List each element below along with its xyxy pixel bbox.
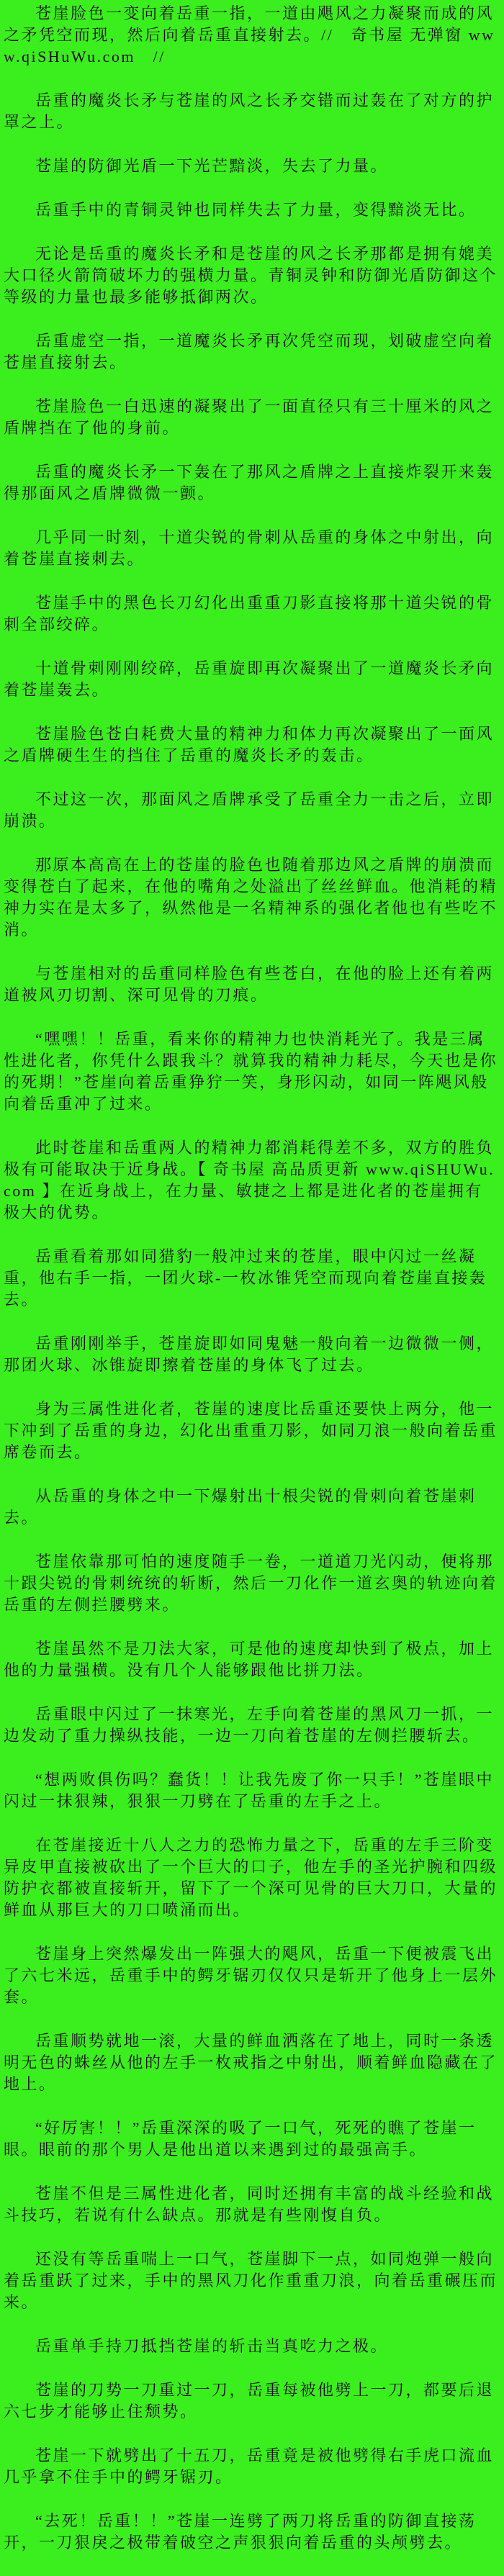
novel-paragraph: 岳重单手持刀抵挡苍崖的斩击当真吃力之极。 [35,2337,389,2355]
novel-paragraph: “嘿嘿！！岳重，看来你的精神力也快消耗光了。我是三属性进化者，你凭什么跟我斗？就算我的精神力耗尽，今天也是你的死期！”苍崖向着岳重狰狞一笑，身形闪动，如同一阵飓风般向着岳重冲了过来。 [4,1030,498,1113]
novel-paragraph: 此时苍崖和岳重两人的精神力都消耗得差不多，双方的胜负极有可能取决于近身战。【 奇书屋 高品质更新 www.qiSHUWu.com 】在近身战上，在力量、敏捷之上都是进化者的苍崖拥有极大的优势。 [4,1139,495,1221]
novel-paragraph: 岳重的魔炎长矛一下轰在了那风之盾牌之上直接炸裂开来轰得那面风之盾牌微微一颤。 [4,463,495,502]
novel-paragraph: 岳重手中的青铜灵钟也同样失去了力量，变得黯淡无比。 [35,201,477,219]
novel-paragraph: 苍崖不但是三属性进化者，同时还拥有丰富的战斗经验和战斗技巧，若说有什么缺点。那就是有些刚愎自负。 [4,2184,495,2224]
novel-paragraph: 不过这一次，那面风之盾牌承受了岳重全力一击之后，立即崩溃。 [4,790,495,830]
novel-paragraph: 几乎同一时刻，十道尖锐的骨刺从岳重的身体之中射出，向着苍崖直接刺去。 [4,528,495,568]
novel-paragraph: “想两败俱伤吗？蠢货！！让我先废了你一只手！”苍崖眼中闪过一抹狠辣，狠狠一刀劈在了岳重的左手之上。 [4,1771,495,1810]
novel-paragraph: 那原本高高在上的苍崖的脸色也随着那边风之盾牌的崩溃而变得苍白了起来，在他的嘴角之处溢出了丝丝鲜血。他消耗的精神力实在是太多了，纵然他是一名精神系的强化者他也有些吃不消。 [4,856,498,939]
novel-paragraph: 从岳重的身体之中一下爆射出十根尖锐的骨刺向着苍崖刺去。 [4,1487,477,1527]
novel-paragraph: 身为三属性进化者，苍崖的速度比岳重还要快上两分，他一下冲到了岳重的身边，幻化出重重刀影，如同刀浪一般向着岳重席卷而去。 [4,1400,498,1461]
novel-paragraph: 苍崖依靠那可怕的速度随手一卷，一道道刀光闪动，便将那十跟尖锐的骨刺统统的斩断，然后一刀化作一道玄奥的轨迹向着岳重的左侧拦腰劈来。 [4,1553,498,1614]
novel-paragraph: 苍崖脸色一变向着岳重一指，一道由飓风之力凝聚而成的风之矛凭空而现，然后向着岳重直接射去。// 奇书屋 无弹窗 www.qiSHuWu.com // [4,4,495,65]
novel-paragraph: 岳重顺势就地一滚，大量的鲜血洒落在了地上，同时一条透明无色的蛛丝从他的左手一枚戒指之中射出，顺着鲜血隐藏在了地上。 [4,2032,498,2093]
novel-paragraph: 十道骨刺刚刚绞碎，岳重旋即再次凝聚出了一道魔炎长矛向着苍崖轰去。 [4,659,495,699]
novel-paragraph: 岳重虚空一指，一道魔炎长矛再次凭空而现，划破虚空向着苍崖直接射去。 [4,332,495,371]
novel-paragraph: 在苍崖接近十八人之力的恐怖力量之下，岳重的左手三阶变异皮甲直接被砍出了一个巨大的口子，他左手的圣光护腕和四级防护衣都被直接斩开，留下了一个深可见骨的巨大刀口，大量的鲜血从那巨大的刀口喷涌而出。 [4,1836,498,1919]
novel-paragraph: “去死！岳重！！”苍崖一连劈了两刀将岳重的防御直接荡开，一刀狠戾之极带着破空之声狠狠向着岳重的头颅劈去。 [4,2512,477,2552]
novel-paragraph: 还没有等岳重喘上一口气，苍崖脚下一点，如同炮弹一般向着岳重跃了过来，手中的黑风刀化作重重刀浪，向着岳重碾压而来。 [4,2250,498,2311]
novel-paragraph: 岳重眼中闪过了一抹寒光，左手向着苍崖的黑风刀一抓，一边发动了重力操纵技能，一边一刀向着苍崖的左侧拦腰斩去。 [4,1705,495,1745]
novel-paragraph: 苍崖虽然不是刀法大家，可是他的速度却快到了极点，加上他的力量强横。没有几个人能够跟他比拼刀法。 [4,1640,495,1679]
novel-paragraph: 苍崖脸色苍白耗费大量的精神力和体力再次凝聚出了一面风之盾牌硬生生的挡住了岳重的魔炎长矛的轰击。 [4,725,495,764]
novel-paragraph: 苍崖身上突然爆发出一阵强大的飓风，岳重一下便被震飞出了六七米远，岳重手中的鳄牙锯刃仅仅只是斩开了他身上一层外套。 [4,1945,498,2006]
novel-paragraph: 苍崖手中的黑色长刀幻化出重重刀影直接将那十道尖锐的骨刺全部绞碎。 [4,594,495,633]
novel-paragraph: 苍崖脸色一白迅速的凝聚出了一面直径只有三十厘米的风之盾牌挡在了他的身前。 [4,397,495,437]
novel-paragraph: 岳重的魔炎长矛与苍崖的风之长矛交错而过轰在了对方的护罩之上。 [4,91,495,131]
novel-paragraph: 岳重看着那如同猎豹一般冲过来的苍崖，眼中闪过一丝凝重，他右手一指，一团火球-一枚冰锥凭空而现向着苍崖直接轰去。 [4,1247,487,1309]
novel-paragraph: 岳重刚刚举手，苍崖旋即如同鬼魅一般向着一边微微一侧，那团火球、冰锥旋即擦着苍崖的身体飞了过去。 [4,1334,495,1374]
novel-paragraph: 无论是岳重的魔炎长矛和是苍崖的风之长矛那都是拥有媲美大口径火箭筒破坏力的强横力量。青铜灵钟和防御光盾防御这个等级的力量也最多能够抵御两次。 [4,245,498,306]
novel-paragraph: 苍崖的刀势一刀重过一刀，岳重每被他劈上一刀，都要后退六七步才能够止住颓势。 [4,2381,495,2421]
novel-paragraph: 苍崖的防御光盾一下光芒黯淡，失去了力量。 [35,157,389,175]
novel-paragraph: 与苍崖相对的岳重同样脸色有些苍白，在他的脸上还有着两道被风刃切割、深可见骨的刀痕。 [4,964,495,1004]
novel-paragraph: “好厉害！！”岳重深深的吸了一口气，死死的瞧了苍崖一眼。眼前的那个男人是他出道以来遇到过的最强高手。 [4,2119,477,2159]
novel-paragraph: 苍崖一下就劈出了十五刀，岳重竟是被他劈得右手虎口流血几乎拿不住手中的鳄牙锯刃。 [4,2446,495,2486]
